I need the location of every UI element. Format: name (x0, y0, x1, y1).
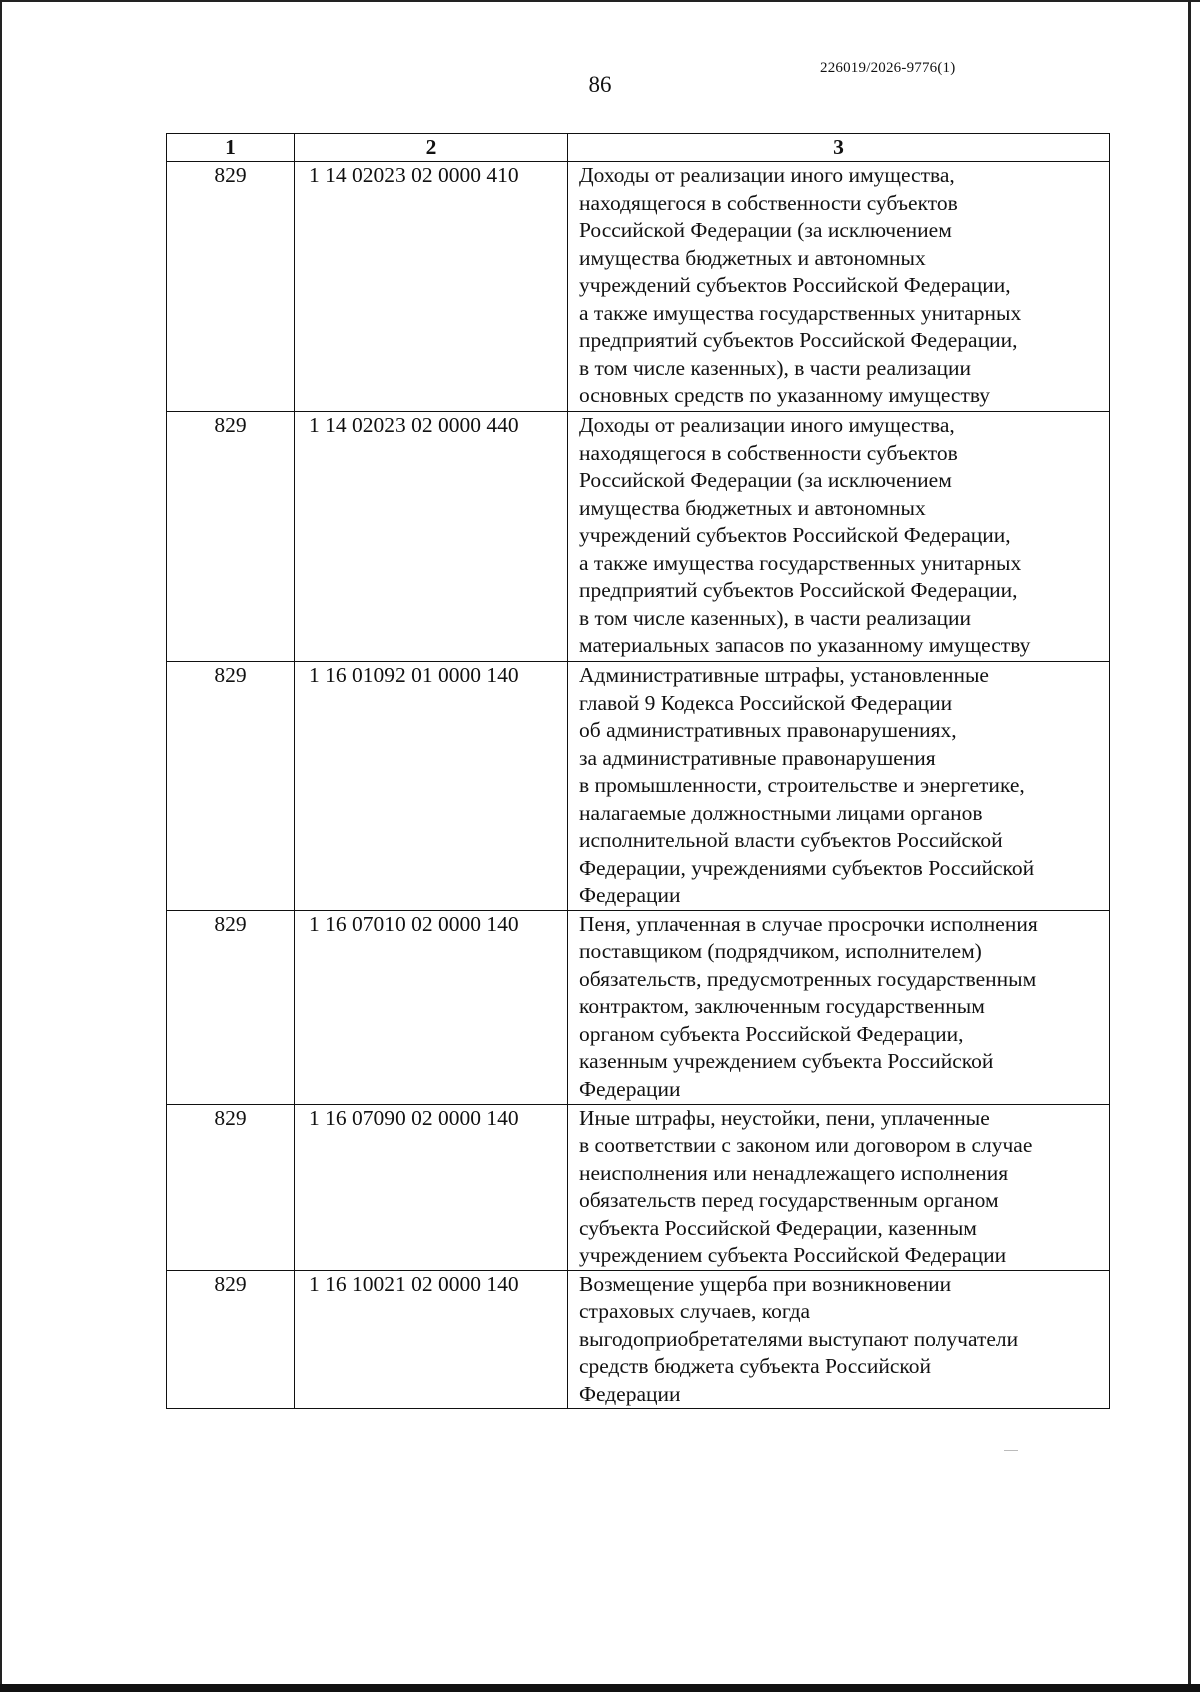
admin-code-cell: 829 (167, 1104, 295, 1270)
table-row (167, 910, 1110, 1104)
admin-code-cell: 829 (167, 910, 295, 1104)
description-cell: Возмещение ущерба при возникновении страховых случаев, когда выгодоприобретателями выступают получатели средств бюджета субъекта Российской Федерации (568, 1270, 1110, 1409)
budget-code-cell: 1 16 10021 02 0000 140 (295, 1270, 568, 1409)
column-header-1: 1 (167, 134, 295, 162)
column-header-2: 2 (295, 134, 568, 162)
document-number: 226019/2026-9776(1) (820, 60, 956, 76)
column-header-3: 3 (568, 134, 1110, 162)
admin-code-cell: 829 (167, 662, 295, 911)
page-border-left (0, 0, 2, 1692)
budget-code-cell: 1 14 02023 02 0000 410 (295, 162, 568, 412)
revenue-codes-table-container (166, 133, 1109, 1409)
page-border-bottom (0, 1684, 1200, 1692)
description-cell: Иные штрафы, неустойки, пени, уплаченные в соответствии с законом или договором в случае неисполнения или ненадлежащего исполнения обязательств перед государственным органом субъекта Российской Федерации, казенным учреждением субъекта Российской Федерации (568, 1104, 1110, 1270)
budget-code-cell: 1 16 07010 02 0000 140 (295, 910, 568, 1104)
page-border-top (0, 0, 1200, 2)
admin-code-cell: 829 (167, 162, 295, 412)
description-cell: Административные штрафы, установленные главой 9 Кодекса Российской Федерации об административных правонарушениях, за административные правонарушения в промышленности, строительстве и энергетике, налагаемые должностными лицами органов исполнительной власти субъектов Российской Федерации, учреждениями субъектов Российской Федерации (568, 662, 1110, 911)
table-row (167, 412, 1110, 662)
description-cell: Доходы от реализации иного имущества, находящегося в собственности субъектов Российской Федерации (за исключением имущества бюджетных и автономных учреждений субъектов Российской Федерации, а также имущества государственных унитарных предприятий субъектов Российской Федерации, в том числе казенных), в части реализации основных средств по указанному имуществу (568, 162, 1110, 412)
page-border-right (1188, 0, 1191, 1692)
table-row (167, 162, 1110, 412)
revenue-codes-table (166, 133, 1110, 1409)
description-cell: Пеня, уплаченная в случае просрочки исполнения поставщиком (подрядчиком, исполнителем) обязательств, предусмотренных государственным контрактом, заключенным государственным органом субъекта Российской Федерации, казенным учреждением субъекта Российской Федерации (568, 910, 1110, 1104)
table-row (167, 662, 1110, 911)
table-header-row (167, 134, 1110, 162)
budget-code-cell: 1 16 01092 01 0000 140 (295, 662, 568, 911)
page-number: 86 (588, 72, 612, 97)
table-row (167, 1270, 1110, 1409)
scan-speck (1004, 1450, 1018, 1451)
admin-code-cell: 829 (167, 1270, 295, 1409)
budget-code-cell: 1 14 02023 02 0000 440 (295, 412, 568, 662)
admin-code-cell: 829 (167, 412, 295, 662)
budget-code-cell: 1 16 07090 02 0000 140 (295, 1104, 568, 1270)
table-row (167, 1104, 1110, 1270)
description-cell: Доходы от реализации иного имущества, находящегося в собственности субъектов Российской Федерации (за исключением имущества бюджетных и автономных учреждений субъектов Российской Федерации, а также имущества государственных унитарных предприятий субъектов Российской Федерации, в том числе казенных), в части реализации материальных запасов по указанному имуществу (568, 412, 1110, 662)
